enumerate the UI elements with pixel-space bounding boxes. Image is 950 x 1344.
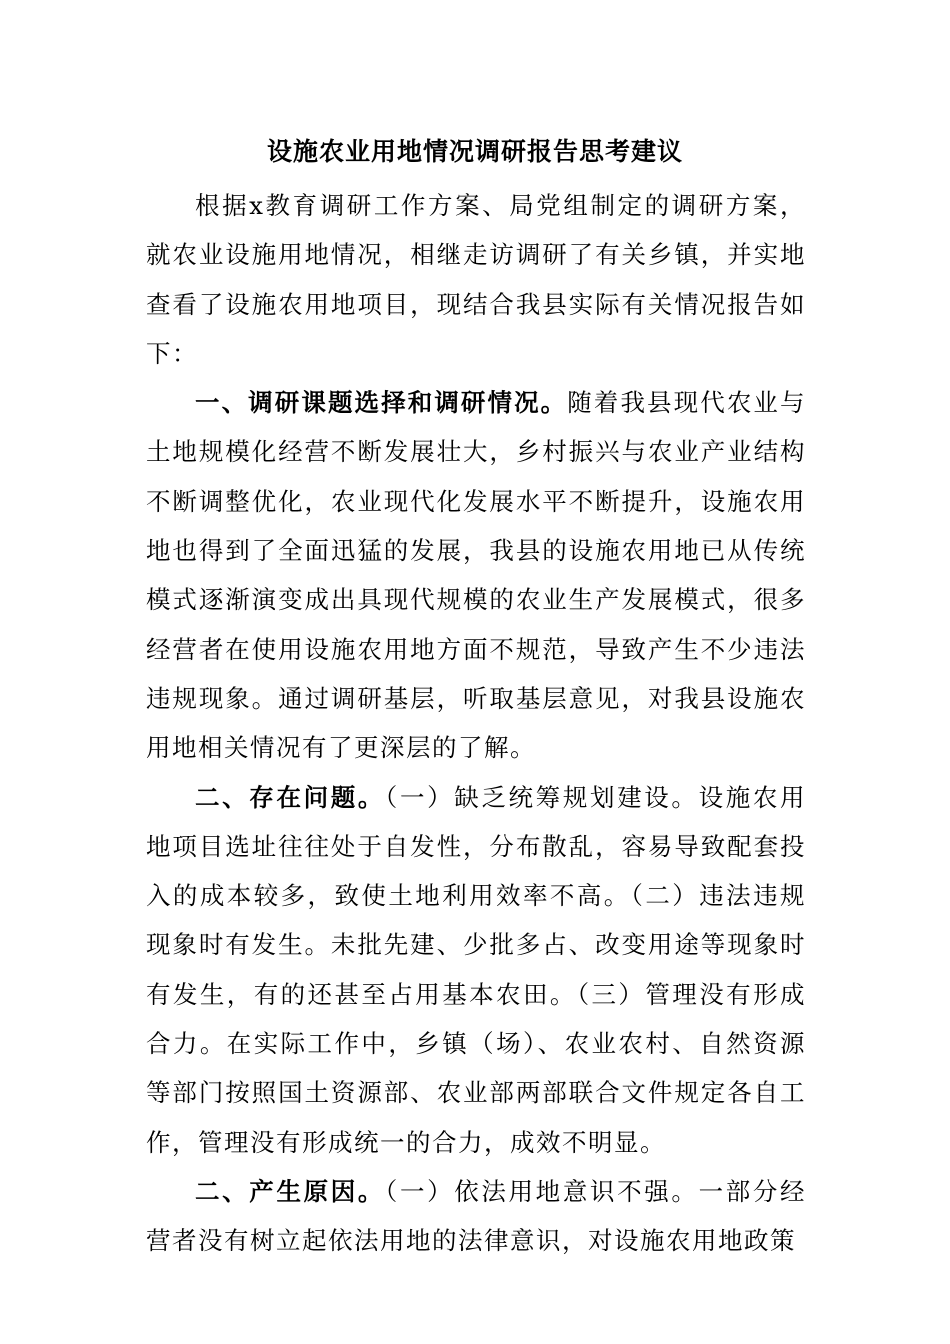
document-title: 设施农业用地情况调研报告思考建议 <box>266 137 683 166</box>
section-heading: 二、产生原因。 <box>195 1176 386 1206</box>
paragraph-section-1 <box>146 378 806 772</box>
paragraph-text: （一）依法用地意识不强。一部分经营者没有树立起依法用地的法律意识，对设施农用地政策 <box>146 1176 807 1256</box>
paragraph-section-3 <box>146 1167 806 1266</box>
document-body <box>146 181 806 1266</box>
paragraph-text: 根据x教育调研工作方案、局党组制定的调研方案，就农业设施用地情况，相继走访调研了有关乡镇，并实地查看了设施农用地项目，现结合我县实际有关情况报告如下： <box>146 191 806 368</box>
section-heading: 二、存在问题。 <box>195 782 386 812</box>
paragraph-text: （一）缺乏统筹规划建设。设施农用地项目选址往往处于自发性，分布散乱，容易导致配套投入的成本较多，致使土地利用效率不高。（二）违法违规现象时有发生。未批先建、少批多占、改变用途等现象时有发生，有的还甚至占用基本农田。（三）管理没有形成合力。在实际工作中，乡镇（场）、农业农村、自然资源等部门按照国土资源部、农业部两部联合文件规定各自工作，管理没有形成统一的合力，成效不明显。 <box>146 782 807 1157</box>
paragraph-text: 随着我县现代农业与土地规模化经营不断发展壮大，乡村振兴与农业产业结构不断调整优化，农业现代化发展水平不断提升，设施农用地也得到了全面迅猛的发展，我县的设施农用地已从传统模式逐渐演变成出具现代规模的农业生产发展模式，很多经营者在使用设施农用地方面不规范，导致产生不少违法违规现象。通过调研基层，听取基层意见，对我县设施农用地相关情况有了更深层的了解。 <box>146 388 807 763</box>
section-heading: 一、调研课题选择和调研情况。 <box>195 388 568 418</box>
paragraph-section-2 <box>146 773 806 1167</box>
paragraph-intro <box>146 181 806 378</box>
